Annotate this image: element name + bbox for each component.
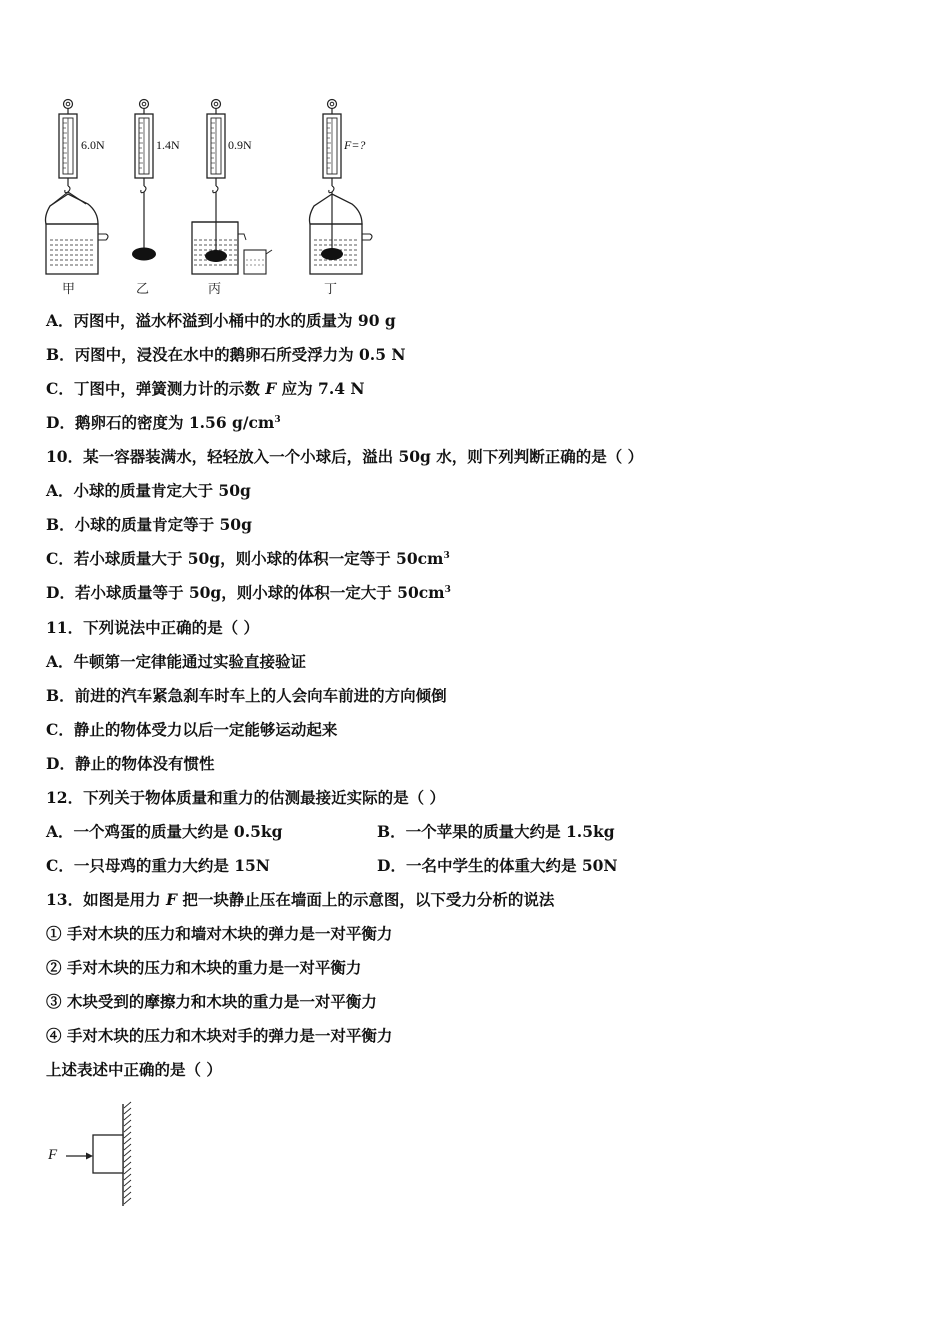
q12-option-d: D．一名中学生的体重大约是 50N	[377, 856, 618, 875]
q13-statement-3: ③ 木块受到的摩擦力和木块的重力是一对平衡力	[46, 992, 377, 1011]
q13-conclusion: 上述表述中正确的是（ ）	[46, 1060, 222, 1079]
q11-option-b: B．前进的汽车紧急刹车时车上的人会向车前进的方向倾倒	[46, 686, 447, 705]
q12-option-a: A．一个鸡蛋的质量大约是 0.5kg	[46, 822, 283, 841]
wall-block-diagram	[44, 1100, 144, 1210]
q11-option-d: D．静止的物体没有惯性	[46, 754, 215, 773]
q10-stem: 10．某一容器装满水，轻轻放入一个小球后，溢出 50g 水，则下列判断正确的是（ ）	[46, 447, 644, 466]
spring-scale-figure	[40, 98, 380, 298]
q13-statement-1: ① 手对木块的压力和墙对木块的弹力是一对平衡力	[46, 924, 393, 943]
q9-option-a: A．丙图中，溢水杯溢到小桶中的水的质量为 90 g	[46, 311, 396, 330]
wall-block-figure	[44, 1100, 144, 1210]
spring-scale-diagram	[40, 98, 380, 298]
reading-jia: 6.0N	[81, 138, 105, 152]
q10-option-c: C．若小球质量大于 50g，则小球的体积一定等于 $50cm^3$	[46, 549, 450, 568]
q13-stem: 13．如图是用力 F 把一块静止压在墙面上的示意图，以下受力分析的说法	[46, 890, 555, 909]
q10-option-b: B．小球的质量肯定等于 50g	[46, 515, 252, 534]
q11-option-c: C．静止的物体受力以后一定能够运动起来	[46, 720, 338, 739]
reading-bing: 0.9N	[228, 138, 252, 152]
q12-option-b: B．一个苹果的质量大约是 1.5kg	[377, 822, 615, 841]
q13-statement-4: ④ 手对木块的压力和木块对手的弹力是一对平衡力	[46, 1026, 393, 1045]
q9-option-b: B．丙图中，浸没在水中的鹅卵石所受浮力为 0.5 N	[46, 345, 406, 364]
q12-option-c: C．一只母鸡的重力大约是 15N	[46, 856, 270, 875]
caption-ding: 丁	[324, 282, 338, 297]
reading-ding: F=?	[344, 138, 366, 152]
force-label-f: F	[48, 1147, 58, 1163]
q11-option-a: A．牛顿第一定律能通过实验直接验证	[46, 652, 307, 671]
q12-stem: 12．下列关于物体质量和重力的估测最接近实际的是（ ）	[46, 788, 445, 807]
caption-jia: 甲	[62, 282, 76, 297]
reading-yi: 1.4N	[156, 138, 180, 152]
q10-option-a: A．小球的质量肯定大于 50g	[46, 481, 251, 500]
q13-statement-2: ② 手对木块的压力和木块的重力是一对平衡力	[46, 958, 362, 977]
q10-option-d: D．若小球质量等于 50g，则小球的体积一定大于 $50cm^3$	[46, 583, 451, 602]
caption-bing: 丙	[208, 282, 222, 297]
q9-option-d: D．鹅卵石的密度为 1.56 $g/cm^3$	[46, 413, 281, 432]
q9-option-c: C．丁图中，弹簧测力计的示数 F 应为 7.4 N	[46, 379, 365, 398]
caption-yi: 乙	[136, 282, 150, 297]
q11-stem: 11．下列说法中正确的是（ ）	[46, 618, 259, 637]
